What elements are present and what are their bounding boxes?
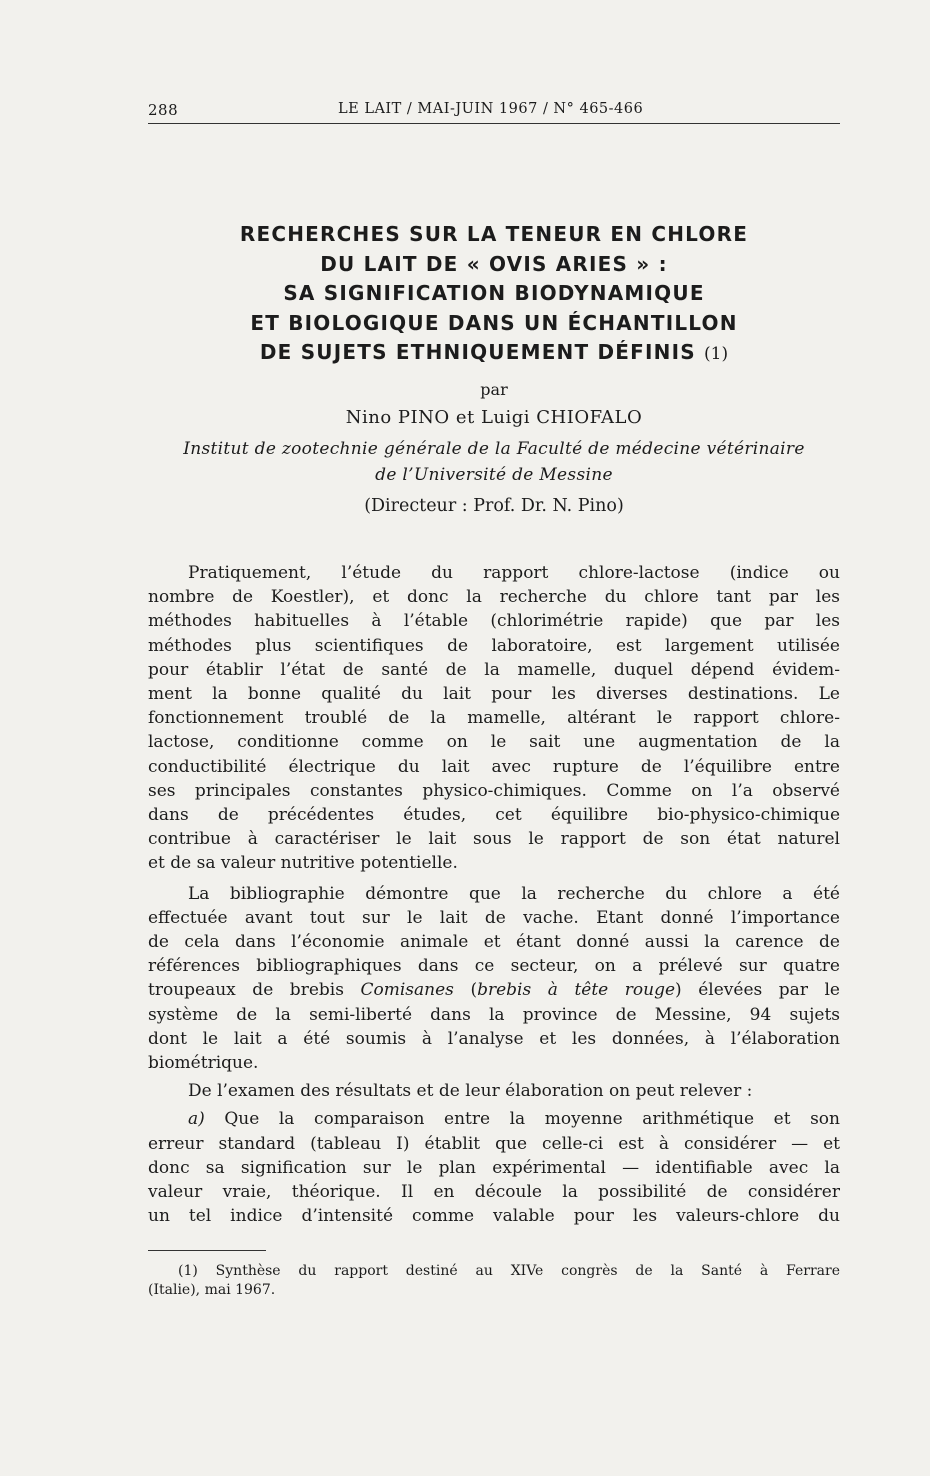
body-line: effectuée avant tout sur le lait de vache. Etant donné l’importance	[148, 907, 840, 928]
title-line-1: RECHERCHES SUR LA TENEUR EN CHLORE	[239, 222, 749, 246]
body-line: dont le lait a été soumis à l’analyse et les données, à l’élaboration	[148, 1028, 840, 1049]
paragraph-1	[148, 561, 840, 876]
body-line: La bibliographie démontre que la recherche du chlore a été	[188, 883, 840, 904]
running-head: LE LAIT / MAI-JUIN 1967 / N° 465-466	[338, 101, 644, 117]
body-line: contribue à caractériser le lait sous le rapport de son état naturel	[148, 829, 840, 850]
institute-line-2: de l’Université de Messine	[375, 465, 613, 485]
article-body	[148, 561, 840, 1228]
text-run: ) élevées par le	[675, 980, 840, 1001]
text-run: troupeaux de brebis	[148, 980, 361, 1001]
body-line: pour établir l’état de santé de la mamelle, duquel dépend évidem-	[148, 659, 840, 680]
title-line-2: DU LAIT DE « OVIS ARIES » :	[320, 251, 668, 276]
body-line: système de la semi-liberté dans la province de Messine, 94 sujets	[148, 1004, 840, 1025]
body-line: De l’examen des résultats et de leur élaboration on peut relever :	[188, 1081, 753, 1102]
paragraph-2	[148, 882, 840, 1076]
body-line: fonctionnement troublé de la mamelle, altérant le rapport chlore-	[148, 708, 840, 729]
italic-run: Comisanes	[360, 980, 454, 1001]
authors: Nino PINO et Luigi CHIOFALO	[345, 407, 643, 428]
body-line: et de sa valeur nutritive potentielle.	[148, 853, 458, 874]
body-line: méthodes habituelles à l’étable (chlorimétrie rapide) que par les	[148, 611, 840, 632]
institute-line-1: Institut de zootechnie générale de la Faculté de médecine vétérinaire	[183, 439, 805, 459]
body-line: conductibilité électrique du lait avec rupture de l’équilibre entre	[148, 756, 840, 777]
page-number: 288	[148, 101, 179, 119]
body-line: méthodes plus scientifiques de laboratoire, est largement utilisée	[148, 635, 840, 656]
paragraph-3	[148, 1079, 840, 1103]
footnote-line-2: (Italie), mai 1967.	[148, 1282, 276, 1298]
list-label: a)	[188, 1109, 205, 1130]
director: (Directeur : Prof. Dr. N. Pino)	[364, 496, 624, 516]
body-line: biométrique.	[148, 1053, 259, 1074]
title-line-3: SA SIGNIFICATION BIODYNAMIQUE	[283, 281, 705, 305]
paragraph-4	[148, 1107, 840, 1228]
body-line: un tel indice d’intensité comme valable pour les valeurs-chlore du	[148, 1206, 840, 1227]
footnote-rule	[148, 1250, 266, 1251]
text-run: Que la comparaison entre la moyenne arithmétique et son	[204, 1109, 840, 1130]
body-line: lactose, conditionne comme on le sait une augmentation de la	[148, 732, 840, 753]
body-line-italic-mix	[148, 978, 840, 1002]
text-run: (	[453, 980, 478, 1001]
body-line: dans de précédentes études, cet équilibre bio-physico-chimique	[148, 805, 840, 826]
body-line: erreur standard (tableau I) établit que celle-ci est à considérer — et	[148, 1133, 840, 1154]
title-line-4: ET BIOLOGIQUE DANS UN ÉCHANTILLON	[250, 310, 738, 335]
body-line-labelled	[148, 1107, 840, 1131]
body-line: ment la bonne qualité du lait pour les diverses destinations. Le	[148, 684, 840, 705]
byline-par: par	[480, 380, 508, 399]
body-line: valeur vraie, théorique. Il en découle la possibilité de considérer	[148, 1182, 840, 1203]
italic-run: brebis à tête rouge	[477, 980, 676, 1001]
title-line-5: DE SUJETS ETHNIQUEMENT DÉFINIS	[259, 340, 696, 364]
title-footnote-ref: (1)	[704, 344, 729, 364]
body-line: références bibliographiques dans ce secteur, on a prélevé sur quatre	[148, 956, 840, 977]
footnote-line-1: (1) Synthèse du rapport destiné au XIVe congrès de la Santé à Ferrare	[178, 1263, 840, 1279]
body-line: nombre de Koestler), et donc la recherche du chlore tant par les	[148, 587, 840, 608]
footnote	[148, 1262, 840, 1300]
title-line-5-wrap	[148, 338, 840, 370]
running-header	[148, 101, 840, 124]
body-line: donc sa signification sur le plan expérimental — identifiable avec la	[148, 1157, 840, 1178]
article-title	[148, 220, 840, 370]
body-line: de cela dans l’économie animale et étant donné aussi la carence de	[148, 932, 840, 953]
body-line: ses principales constantes physico-chimiques. Comme on l’a observé	[148, 780, 840, 801]
body-line: Pratiquement, l’étude du rapport chlore-lactose (indice ou	[188, 563, 840, 583]
